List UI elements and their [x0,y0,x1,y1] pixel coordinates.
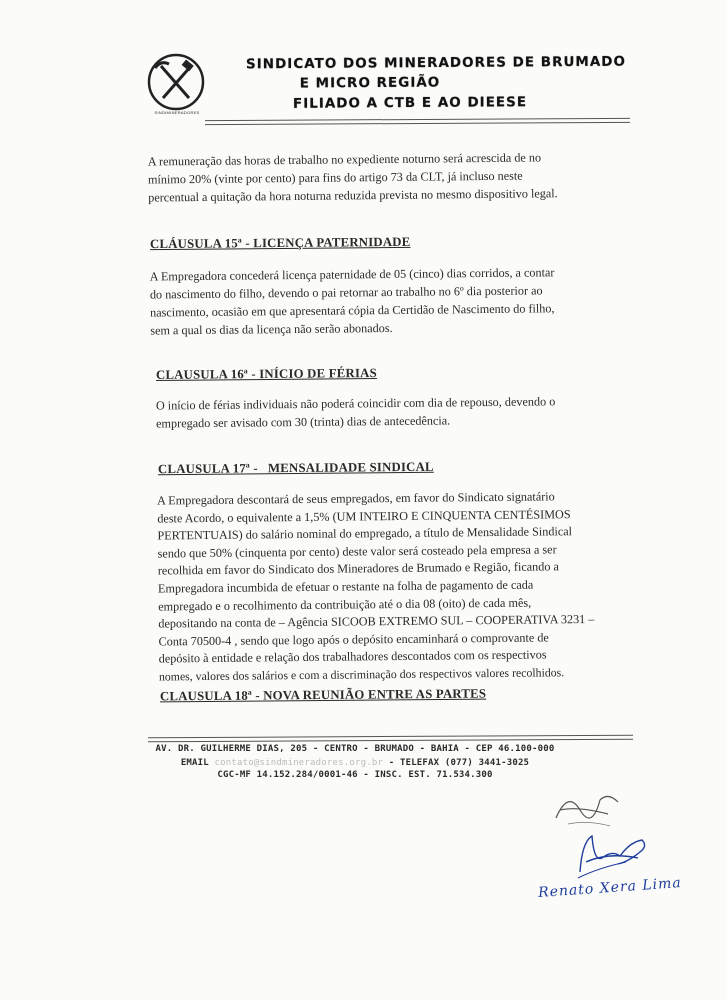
clause-16-line: empregado ser avisado com 30 (trinta) dias de antecedência. [156,413,451,431]
clause-16-paragraph [156,391,636,432]
signature-2-icon [568,822,658,882]
clause-17-paragraph [157,487,639,686]
clause-15-line: do nascimento do filho, devendo o pai retornar ao trabalho no 6º dia posterior ao [149,283,543,302]
footer-address: AV. DR. GUILHERME DIAS, 205 - CENTRO - BRUMADO - BAHIA - CEP 46.100-000 [155,744,555,754]
clause-16-heading: CLAUSULA 16ª - INÍCIO DE FÉRIAS [155,366,377,382]
clause-15-paragraph [150,262,631,339]
clause-17-line: depositando na conta de – Agência SICOOB EXTREMO SUL – COOPERATIVA 3231 – [158,612,595,631]
intro-paragraph [148,147,629,206]
footer-email-value: contato@sindmineradores.org.br [214,758,384,768]
header-rule [205,118,630,121]
clause-15-line: nascimento, ocasião em que apresentará cópia da Certidão de Nascimento do filho, [150,301,555,320]
clause-17-line: empregado e o recolhimento da contribuição até o dia 08 (oito) de cada mês, [158,595,532,614]
clause-17-heading: CLAUSULA 17ª - MENSALIDADE SINDICAL [157,459,434,477]
clause-17-line: sendo que 50% (cinquenta por cento) deste valor será costeado pela empresa a ser [157,542,557,561]
letterhead-line-2: E MICRO REGIÃO [299,74,441,92]
footer-rule-2 [148,739,633,743]
letterhead-line-1: SINDICATO DOS MINERADORES DE BRUMADO [245,53,627,73]
clause-17-line: nomes, valores dos salários e com a discriminação dos respectivos valores recolhidos. [158,665,565,684]
intro-line: mínimo 20% (vinte por cento) para fins do artigo 73 da CLT, já incluso neste [147,168,523,187]
footer-email-label: EMAIL [180,758,209,768]
clause-16-line: O início de férias individuais não poderá coincidir com dia de repouso, devendo o [155,394,556,413]
clause-15-line: sem a qual os dias da licença não serão abonados. [150,320,393,338]
logo-caption: SINDIMINERADORES [154,110,200,115]
intro-line: A remuneração das horas de trabalho no expediente noturno será acrescida de no [147,150,542,169]
footer-rule [148,735,633,739]
clause-17-line: deste Acordo, o equivalente a 1,5% (UM INTEIRO E CINQUENTA CENTÉSIMOS [157,506,571,526]
clause-15-heading: CLÁUSULA 15ª - LICENÇA PATERNIDADE [149,234,411,252]
clause-17-line: PERTENTUAIS) do salário nominal do empregado, a título de Mensalidade Sindical [157,524,573,543]
footer-cgc: CGC-MF 14.152.284/0001-46 - INSC. EST. 71.534.300 [217,770,493,780]
clause-17-line: Empregadora incumbida de efetuar o restante na folha de pagamento de cada [157,577,534,596]
handwritten-name: Renato Xera Lima [537,875,683,901]
header-rule-2 [205,122,630,125]
clause-17-line: recolhida em favor do Sindicato dos Mineradores de Brumado e Região, ficando a [157,559,559,578]
clause-17-line: depósito à entidade e relação dos trabalhadores descontados com os respectivos [158,647,547,666]
footer-contact [75,758,635,768]
clause-17-line: A Empregadora descontará de seus empregados, em favor do Sindicato signatário [157,489,555,508]
clause-17-line: Conta 70500-4 , sendo que logo após o depósito encaminhará o comprovante de [158,630,549,649]
clause-15-line: A Empregadora concederá licença paternidade de 05 (cinco) dias corridos, a contar [149,265,555,284]
letterhead-line-3: FILIADO A CTB E AO DIEESE [292,94,528,112]
intro-line: percentual a quitação da hora noturna reduzida prevista no mesmo dispositivo legal. [148,186,558,205]
clause-18-heading: CLAUSULA 18ª - NOVA REUNIÃO ENTRE AS PARTES [159,686,487,704]
footer-phone: - TELEFAX (077) 3441-3025 [388,758,530,768]
